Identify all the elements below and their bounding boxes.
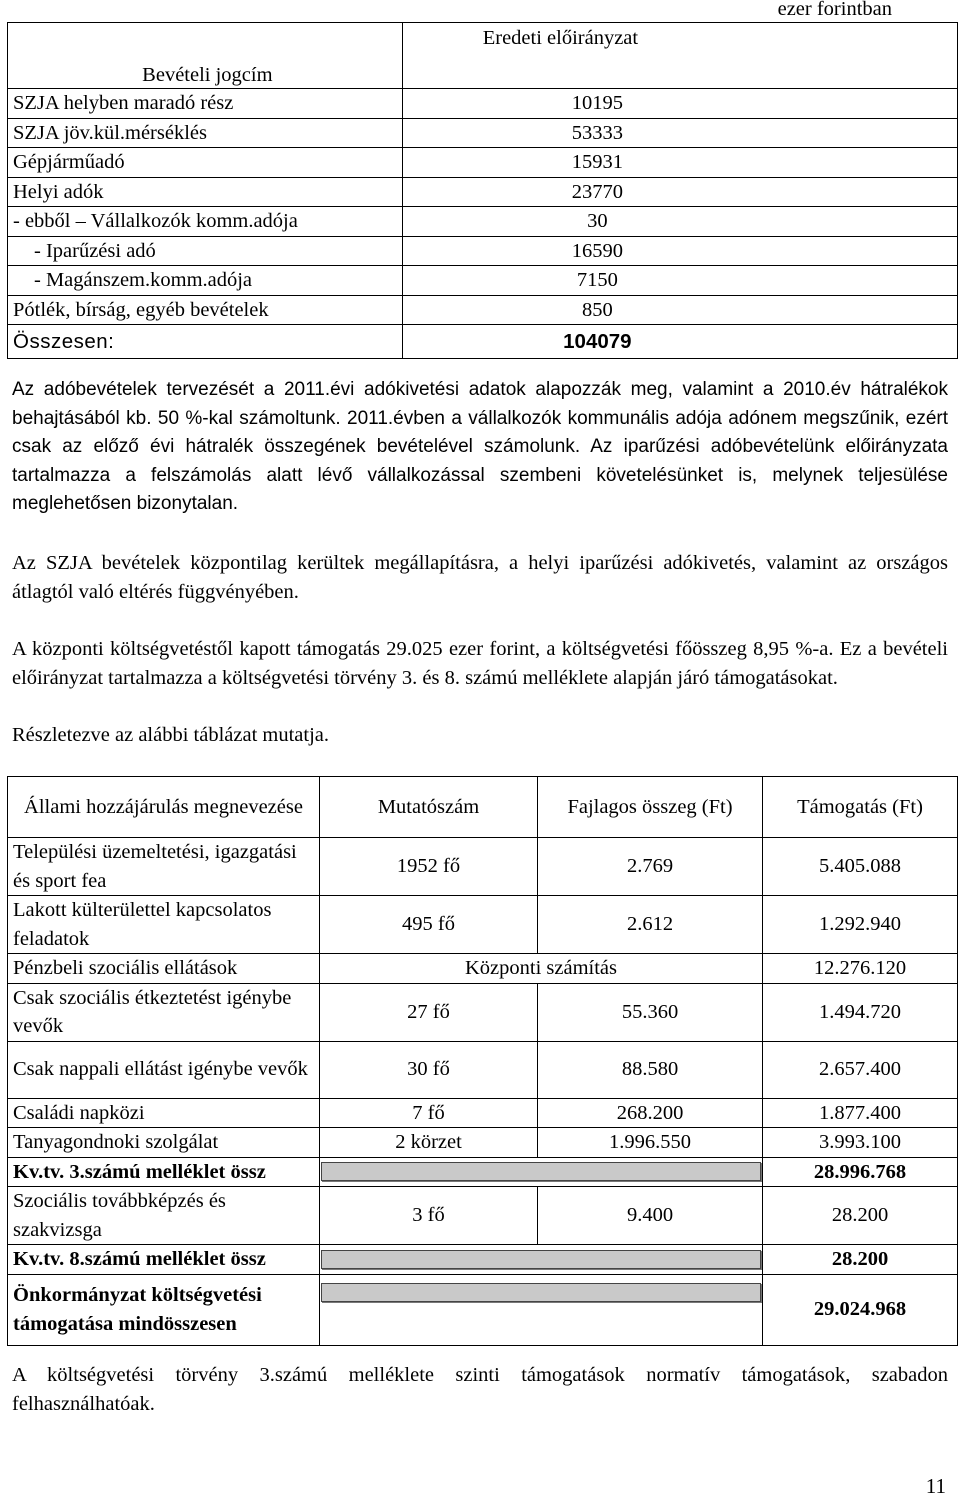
revenue-row-label: Pótlék, bírság, egyéb bevételek (8, 295, 403, 325)
support-row-name: Csak szociális étkeztetést igénybe vevők (8, 983, 320, 1041)
support-row-name: Lakott külterülettel kapcsolatos feladatok (8, 896, 320, 954)
support-row-amount: 1.292.940 (763, 896, 958, 954)
support-row-unit-amount: 2.612 (538, 896, 763, 954)
support-row-amount: 12.276.120 (763, 954, 958, 984)
support-row-name: Szociális továbbképzés és szakvizsga (8, 1187, 320, 1245)
support-row-name: Családi napközi (8, 1098, 320, 1128)
support-row-amount: 1.494.720 (763, 983, 958, 1041)
revenue-row-value: 850 (402, 295, 957, 325)
support-row-indicator: 30 fő (320, 1041, 538, 1098)
support-row-central-calc: Központi számítás (320, 954, 763, 984)
paragraph-tax-planning: Az adóbevételek tervezését a 2011.évi adókivetési adatok alapozzák meg, valamint a 2010.év hátralékok behajtásából kb. 50 %-kal számoltunk. 2011.évben a vállalkozók kommunális adója adónem megszűnik, ezért csak az előző évi hátralék összegének bevételével számolunk. Az iparűzési adóbevételünk előirányzata tartalmazza a felszámolás alatt lévő vállalkozással szembeni követelésünket is, melynek teljesülése meglehetősen bizonytalan. (12, 379, 948, 514)
support-row-indicator: 495 fő (320, 896, 538, 954)
revenue-row-label: - Iparűzési adó (8, 236, 403, 266)
revenue-row-label: Helyi adók (8, 177, 403, 207)
page-number: 11 (925, 1474, 946, 1498)
paragraph-central-support: A központi költségvetéstől kapott támogatás 29.025 ezer forint, a költségvetési főösszeg 8,95 %-a. Ez a bevételi előirányzat tartalmazza a költségvetési törvény 3. és 8. számú melléklete alapján járó támogatásokat. (12, 638, 948, 689)
support-header-name: Állami hozzájárulás megnevezése (8, 777, 320, 838)
support-summary-amount: 28.200 (763, 1245, 958, 1275)
revenue-row-value: 10195 (402, 89, 957, 119)
support-row-name: Települési üzemeltetési, igazgatási és sport fea (8, 838, 320, 896)
state-support-table (7, 776, 958, 1346)
paragraph-details-intro: Részletezve az alábbi táblázat mutatja. (12, 724, 330, 746)
support-row-name: Csak nappali ellátást igénybe vevők (8, 1041, 320, 1098)
support-row-amount: 3.993.100 (763, 1128, 958, 1158)
support-row-indicator: 27 fő (320, 983, 538, 1041)
support-summary-shaded-cell (320, 1245, 763, 1275)
support-row-unit-amount: 55.360 (538, 983, 763, 1041)
support-summary-name: Kv.tv. 8.számú melléklet össz (8, 1245, 320, 1275)
revenue-row-label: - Magánszem.komm.adója (8, 266, 403, 296)
support-header-unit-amount: Fajlagos összeg (Ft) (538, 777, 763, 838)
revenue-row-value: 16590 (402, 236, 957, 266)
support-row-amount: 28.200 (763, 1187, 958, 1245)
support-row-unit-amount: 2.769 (538, 838, 763, 896)
revenue-row-label: SZJA jöv.kül.mérséklés (8, 118, 403, 148)
support-row-amount: 1.877.400 (763, 1098, 958, 1128)
support-header-indicator: Mutatószám (320, 777, 538, 838)
revenue-header-source: Bevételi jogcím (8, 23, 403, 89)
revenue-row-label: Gépjárműadó (8, 148, 403, 178)
support-summary-shaded-cell (320, 1274, 763, 1345)
revenue-row-value: 30 (402, 207, 957, 237)
support-grand-total-name: Önkormányzat költségvetési támogatása mindösszesen (8, 1274, 320, 1345)
paragraph-szja: Az SZJA bevételek központilag kerültek megállapításra, a helyi iparűzési adókivetés, valamint az országos átlagtól való eltérés függvényében. (12, 552, 948, 603)
revenue-row-value: 7150 (402, 266, 957, 296)
grey-bar (321, 1162, 761, 1181)
support-row-indicator: 2 körzet (320, 1128, 538, 1158)
support-summary-amount: 28.996.768 (763, 1157, 958, 1187)
support-row-name: Pénzbeli szociális ellátások (8, 954, 320, 984)
support-row-name: Tanyagondnoki szolgálat (8, 1128, 320, 1158)
grey-bar (321, 1250, 761, 1269)
support-row-indicator: 1952 fő (320, 838, 538, 896)
support-summary-name: Kv.tv. 3.számú melléklet össz (8, 1157, 320, 1187)
revenue-total-value: 104079 (402, 325, 957, 359)
support-header-amount: Támogatás (Ft) (763, 777, 958, 838)
revenue-row-label: - ebből – Vállalkozók komm.adója (8, 207, 403, 237)
support-row-amount: 5.405.088 (763, 838, 958, 896)
revenue-row-value: 15931 (402, 148, 957, 178)
revenue-header-budget: Eredeti előirányzat (402, 23, 957, 89)
support-grand-total-amount: 29.024.968 (763, 1274, 958, 1345)
revenue-table (7, 22, 958, 359)
support-row-indicator: 7 fő (320, 1098, 538, 1128)
revenue-row-value: 53333 (402, 118, 957, 148)
support-row-indicator: 3 fő (320, 1187, 538, 1245)
support-row-unit-amount: 9.400 (538, 1187, 763, 1245)
revenue-row-label: SZJA helyben maradó rész (8, 89, 403, 119)
grey-bar (321, 1283, 761, 1302)
support-summary-shaded-cell (320, 1157, 763, 1187)
support-row-unit-amount: 88.580 (538, 1041, 763, 1098)
support-row-unit-amount: 268.200 (538, 1098, 763, 1128)
revenue-total-label: Összesen: (8, 325, 403, 359)
unit-label: ezer forintban (777, 0, 892, 20)
paragraph-footnote: A költségvetési törvény 3.számú melléklete szinti támogatások normatív támogatások, szabadon felhasználhatóak. (12, 1364, 948, 1415)
support-row-unit-amount: 1.996.550 (538, 1128, 763, 1158)
revenue-row-value: 23770 (402, 177, 957, 207)
support-row-amount: 2.657.400 (763, 1041, 958, 1098)
